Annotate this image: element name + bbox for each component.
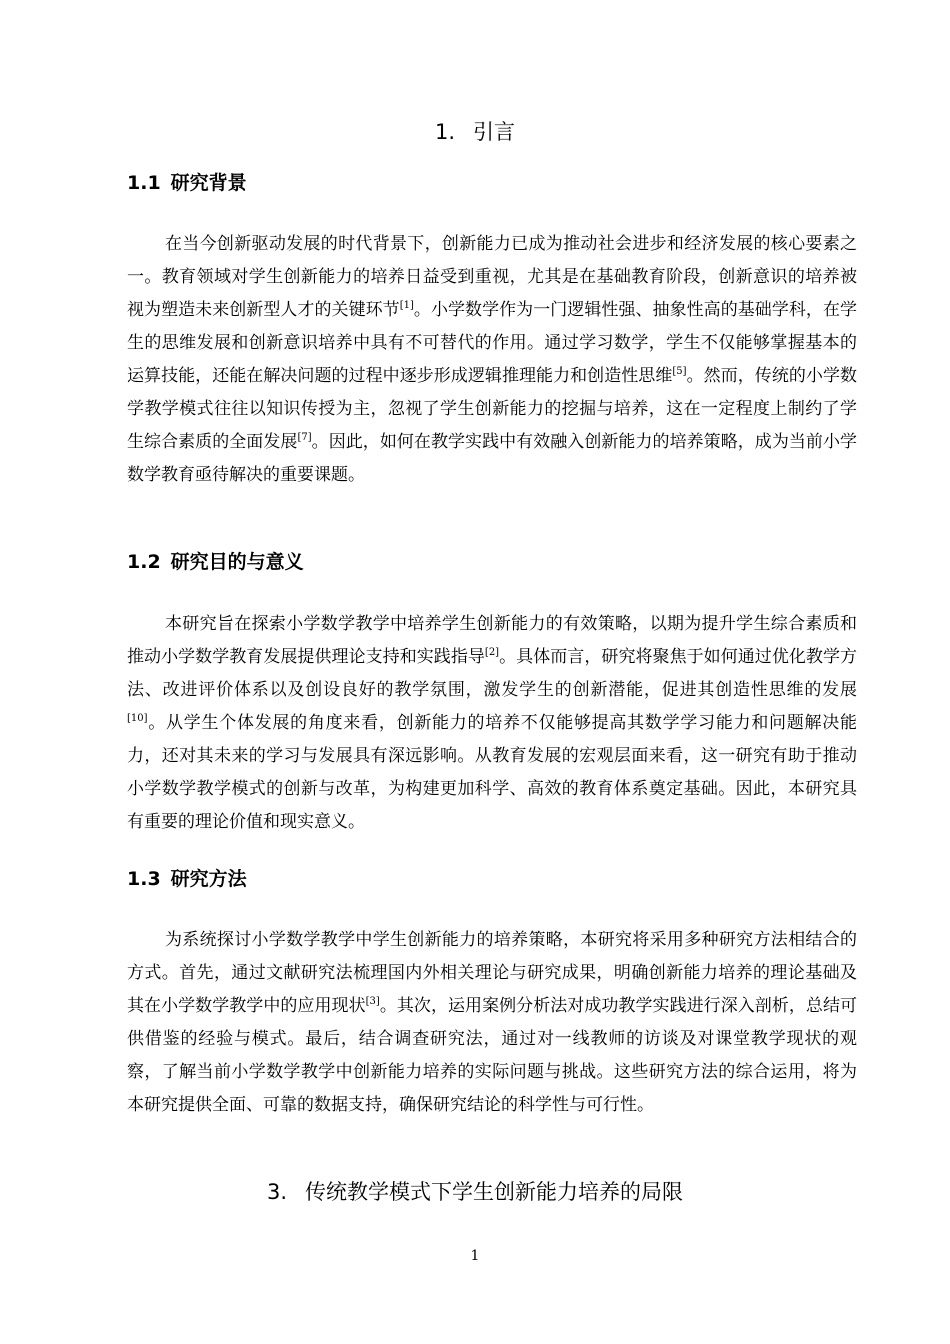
- paragraph-text: 。小学数学作为一门逻辑性强、抽象性高的基础学科，在学生的思维发展和创新意识培养中具有不可替代的作用。通过学习数学，学生不仅能够掌握基本的运算技能，还能在解决问题的过程中逐步形成逻辑推理能力和创造性思维: [127, 300, 858, 386]
- chapter-1-heading: [0, 118, 950, 146]
- section-number: 1.2: [127, 551, 161, 573]
- section-1-1-paragraph: [127, 228, 857, 492]
- section-title-text: 研究方法: [170, 868, 247, 890]
- citation-superscript: [10]: [127, 713, 148, 724]
- section-1-1-heading: [127, 170, 247, 196]
- paragraph-text: 。因此，如何在教学实践中有效融入创新能力的培养策略，成为当前小学数学教育亟待解决的重要课题。: [127, 432, 858, 485]
- citation-superscript: [2]: [484, 647, 500, 658]
- citation-superscript: [7]: [297, 432, 312, 443]
- page-number: 1: [470, 1248, 480, 1264]
- citation-superscript: [1]: [399, 300, 414, 311]
- paragraph-text: 。从学生个体发展的角度来看，创新能力的培养不仅能够提高其数学学习能力和问题解决能力，还对其未来的学习与发展具有深远影响。从教育发展的宏观层面来看，这一研究有助于推动小学数学教学模式的创新与改革，为构建更加科学、高效的教育体系奠定基础。因此，本研究具有重要的理论价值和现实意义。: [127, 713, 857, 832]
- section-title-text: 研究背景: [170, 172, 247, 194]
- section-1-3-paragraph: [127, 924, 857, 1122]
- section-number: 1.3: [127, 868, 161, 890]
- section-1-3-heading: [127, 866, 247, 892]
- section-number: 1.1: [127, 172, 161, 194]
- chapter-title-text: 引言: [473, 120, 516, 144]
- section-title-text: 研究目的与意义: [170, 551, 304, 573]
- chapter-title-text: 传统教学模式下学生创新能力培养的局限: [305, 1180, 684, 1204]
- paragraph-text: 。其次，运用案例分析法对成功教学实践进行深入剖析，总结可供借鉴的经验与模式。最后，结合调查研究法，通过对一线教师的访谈及对课堂教学现状的观察，了解当前小学数学教学中创新能力培养的实际问题与挑战。这些研究方法的综合运用，将为本研究提供全面、可靠的数据支持，确保研究结论的科学性与可行性。: [127, 996, 857, 1115]
- paragraph-text: 为系统探讨小学数学教学中学生创新能力的培养策略，本研究将采用多种研究方法相结合的方式。首先，通过文献研究法梳理国内外相关理论与研究成果，明确创新能力培养的理论基础及其在小学数学教学中的应用现状: [127, 930, 857, 1016]
- section-1-2-heading: [127, 549, 304, 575]
- citation-superscript: [5]: [672, 366, 687, 377]
- paragraph-text: 。具体而言，研究将聚焦于如何通过优化教学方法、改进评价体系以及创设良好的教学氛围，激发学生的创新潜能，促进其创造性思维的发展: [127, 647, 858, 700]
- paragraph-text: 。然而，传统的小学数学教学模式往往以知识传授为主，忽视了学生创新能力的挖掘与培养，这在一定程度上制约了学生综合素质的全面发展: [127, 366, 858, 452]
- section-1-2-paragraph: [127, 608, 857, 839]
- paragraph-text: 本研究旨在探索小学数学教学中培养学生创新能力的有效策略，以期为提升学生综合素质和推动小学数学教育发展提供理论支持和实践指导: [127, 614, 857, 667]
- chapter-number: 1.: [434, 120, 456, 144]
- paragraph-text: 在当今创新驱动发展的时代背景下，创新能力已成为推动社会进步和经济发展的核心要素之一。教育领域对学生创新能力的培养日益受到重视，尤其是在基础教育阶段，创新意识的培养被视为塑造未来创新型人才的关键环节: [127, 234, 857, 320]
- chapter-number: 3.: [266, 1180, 288, 1204]
- chapter-3-heading: [0, 1178, 950, 1206]
- citation-superscript: [3]: [365, 996, 380, 1007]
